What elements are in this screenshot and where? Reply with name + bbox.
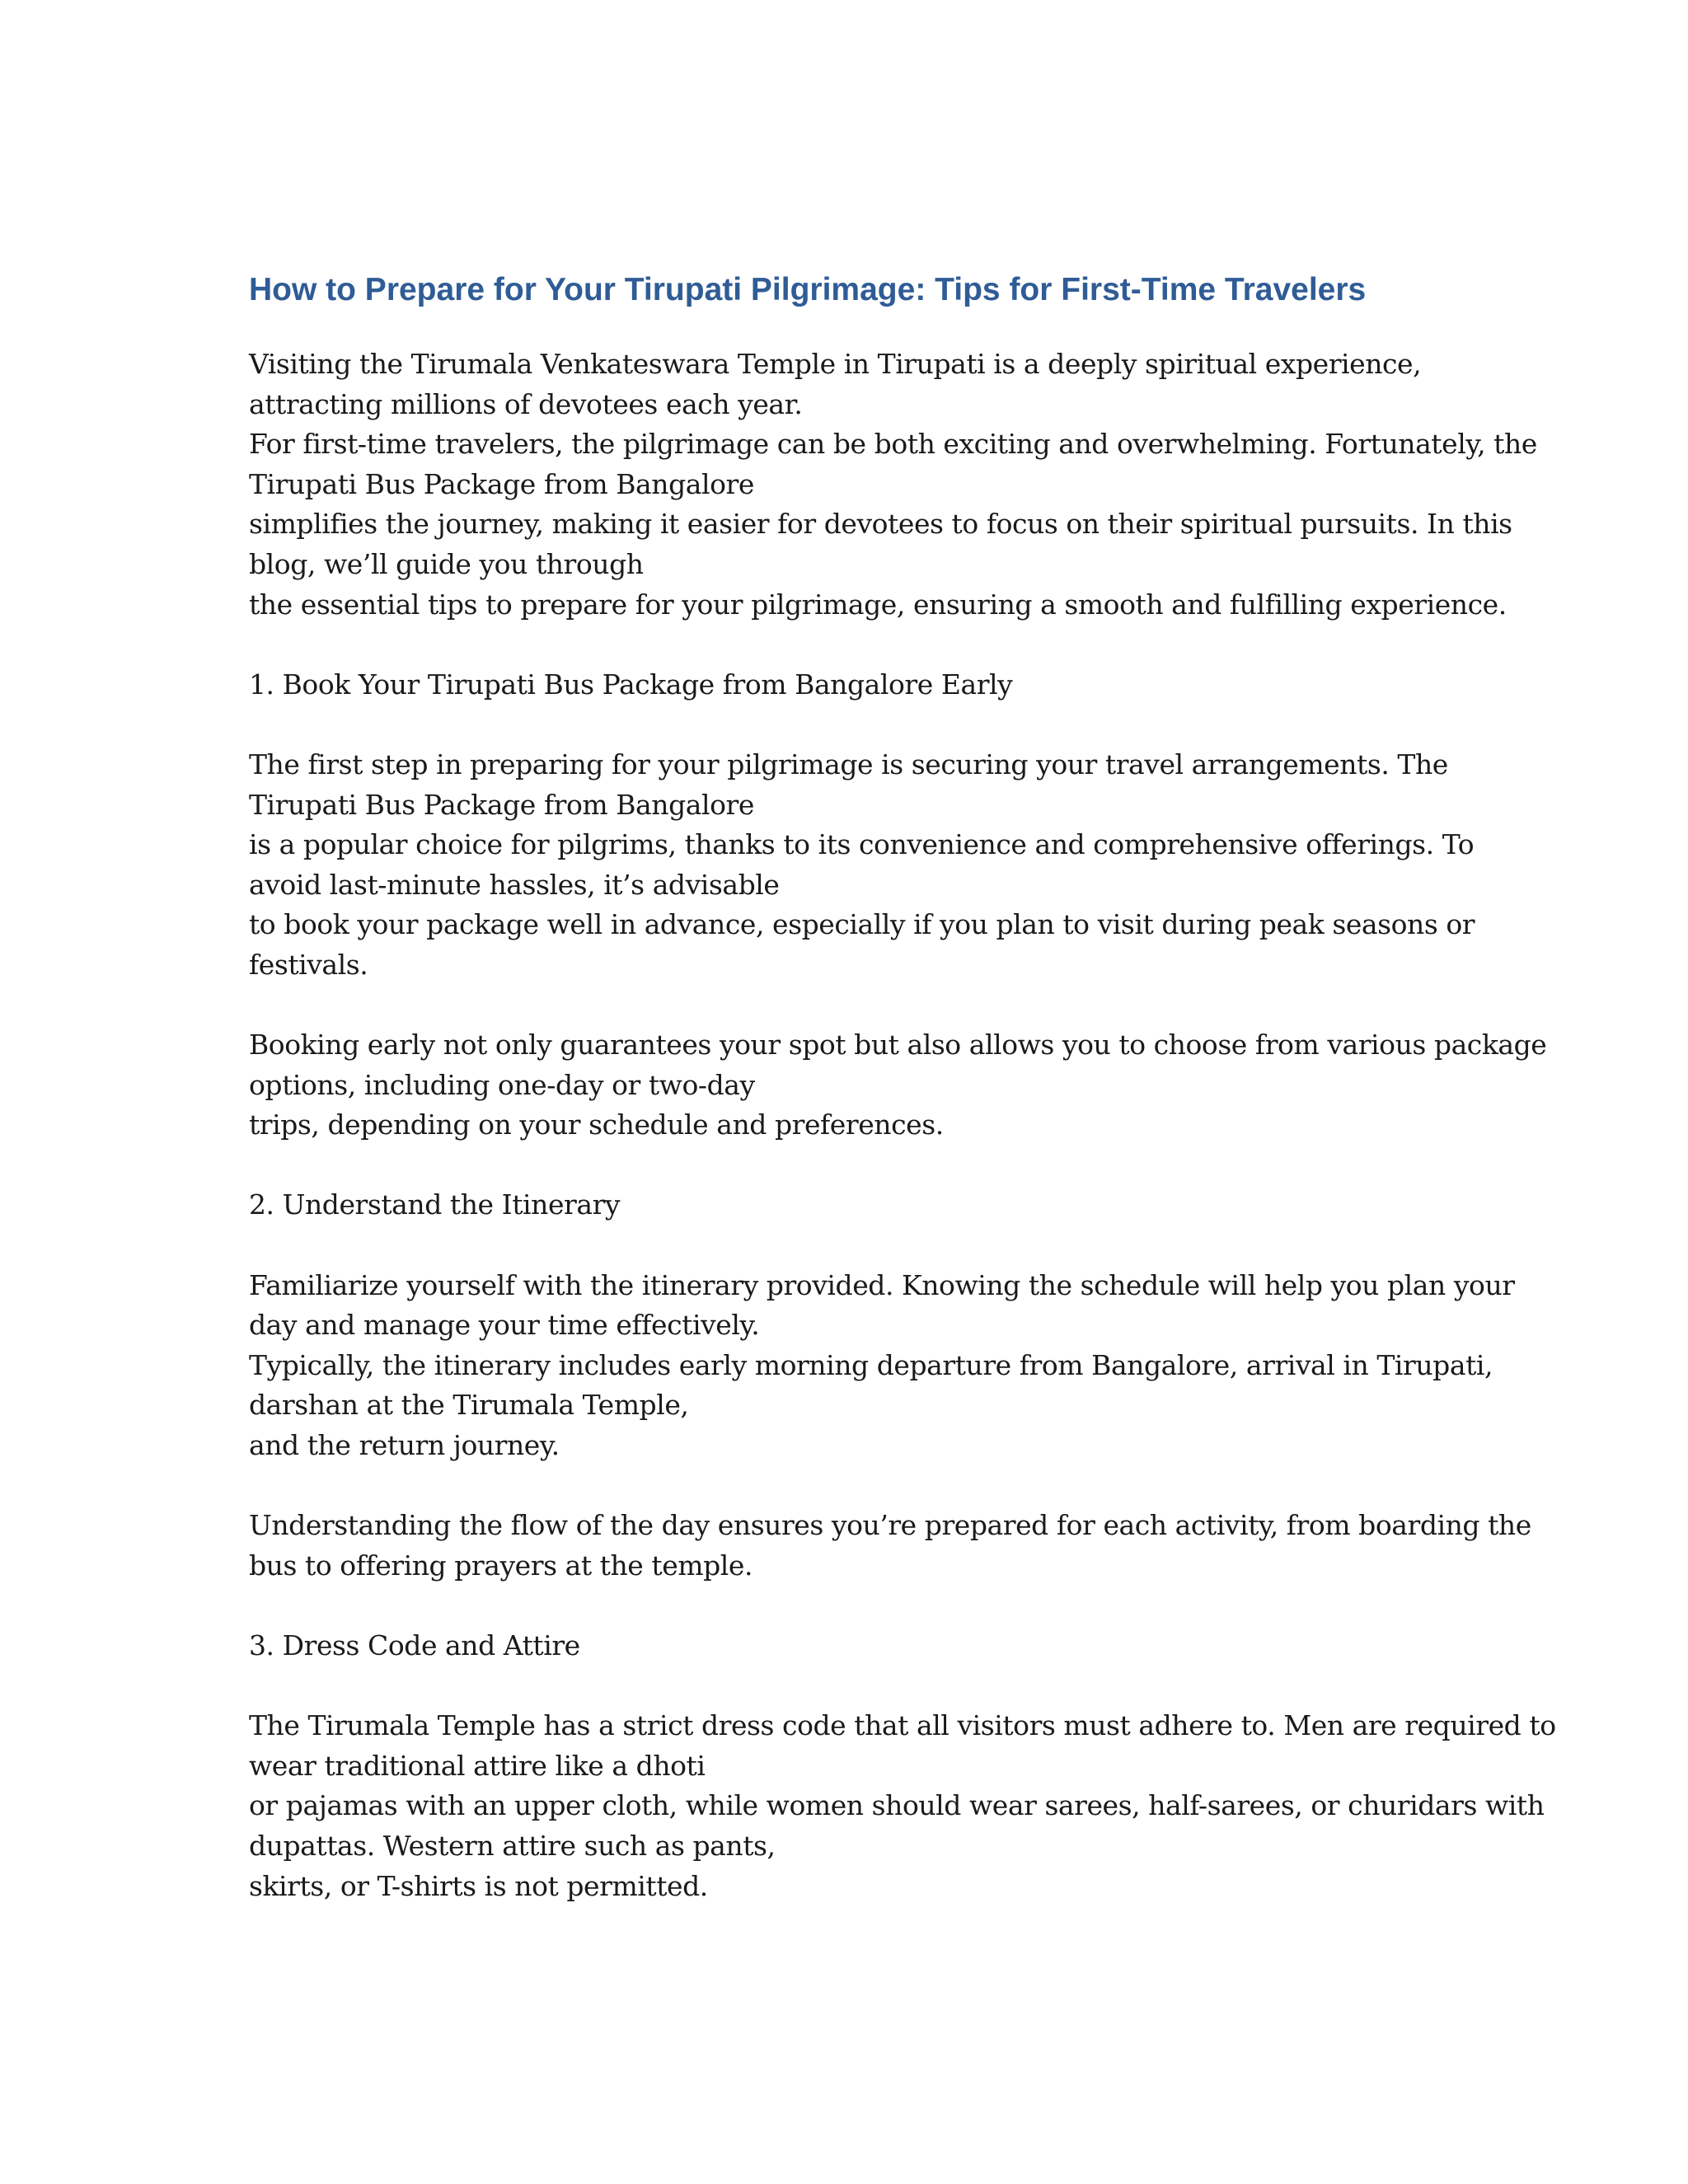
blank-line bbox=[249, 705, 1452, 745]
blank-line bbox=[249, 1226, 1452, 1266]
text-line: day and manage your time effectively. bbox=[249, 1309, 760, 1342]
text-line: bus to offering prayers at the temple. bbox=[249, 1549, 753, 1582]
text-line: Understanding the flow of the day ensures you’re prepared for each activity, from boarding the bbox=[249, 1509, 1531, 1542]
text-line: 1. Book Your Tirupati Bus Package from Bangalore Early bbox=[249, 668, 1013, 701]
text-line: wear traditional attire like a dhoti bbox=[249, 1749, 706, 1782]
text-line: blog, we’ll guide you through bbox=[249, 547, 644, 580]
blank-line bbox=[249, 625, 1452, 665]
text-line: Familiarize yourself with the itinerary provided. Knowing the schedule will help you plan your bbox=[249, 1268, 1515, 1301]
text-line: dupattas. Western attire such as pants, bbox=[249, 1829, 776, 1862]
text-line: festivals. bbox=[249, 948, 368, 981]
blank-line bbox=[249, 1586, 1452, 1626]
text-line: options, including one-day or two-day bbox=[249, 1068, 755, 1101]
text-lines bbox=[249, 344, 1556, 1906]
text-line: is a popular choice for pilgrims, thanks to its convenience and comprehensive offerings. To bbox=[249, 828, 1475, 861]
text-line: skirts, or T-shirts is not permitted. bbox=[249, 1869, 708, 1902]
text-line: Typically, the itinerary includes early morning departure from Bangalore, arrival in Tirupati, bbox=[249, 1348, 1493, 1381]
text-line: The first step in preparing for your pilgrimage is securing your travel arrangements. The bbox=[249, 748, 1448, 780]
text-line: and the return journey. bbox=[249, 1429, 560, 1462]
text-line: simplifies the journey, making it easier for devotees to focus on their spiritual pursuits. In this bbox=[249, 508, 1512, 541]
text-line: Visiting the Tirumala Venkateswara Temple in Tirupati is a deeply spiritual experience, bbox=[249, 348, 1422, 380]
text-line: avoid last-minute hassles, it’s advisable bbox=[249, 868, 780, 901]
text-line: The Tirumala Temple has a strict dress code that all visitors must adhere to. Men are required to bbox=[249, 1709, 1556, 1742]
page-title: How to Prepare for Your Tirupati Pilgrimage: Tips for First-Time Travelers bbox=[249, 272, 1367, 307]
blank-line bbox=[249, 1466, 1452, 1507]
text-line: attracting millions of devotees each year. bbox=[249, 387, 803, 420]
text-line: the essential tips to prepare for your pilgrimage, ensuring a smooth and fulfilling experience. bbox=[249, 588, 1507, 621]
blank-line bbox=[249, 986, 1452, 1026]
blank-line bbox=[249, 1666, 1452, 1707]
text-line: trips, depending on your schedule and preferences. bbox=[249, 1108, 944, 1141]
text-line: Booking early not only guarantees your spot but also allows you to choose from various package bbox=[249, 1029, 1547, 1062]
text-line: darshan at the Tirumala Temple, bbox=[249, 1389, 689, 1422]
text-line: For first-time travelers, the pilgrimage can be both exciting and overwhelming. Fortunately, the bbox=[249, 428, 1537, 461]
blank-line bbox=[249, 1146, 1452, 1186]
text-line: or pajamas with an upper cloth, while women should wear sarees, half-sarees, or churidars with bbox=[249, 1789, 1545, 1822]
document-body bbox=[249, 265, 1556, 1906]
text-line: 3. Dress Code and Attire bbox=[249, 1629, 580, 1661]
text-line: Tirupati Bus Package from Bangalore bbox=[249, 788, 754, 821]
text-line: 2. Understand the Itinerary bbox=[249, 1188, 621, 1221]
text-line: Tirupati Bus Package from Bangalore bbox=[249, 467, 754, 500]
text-line: to book your package well in advance, especially if you plan to visit during peak seasons or bbox=[249, 908, 1475, 941]
